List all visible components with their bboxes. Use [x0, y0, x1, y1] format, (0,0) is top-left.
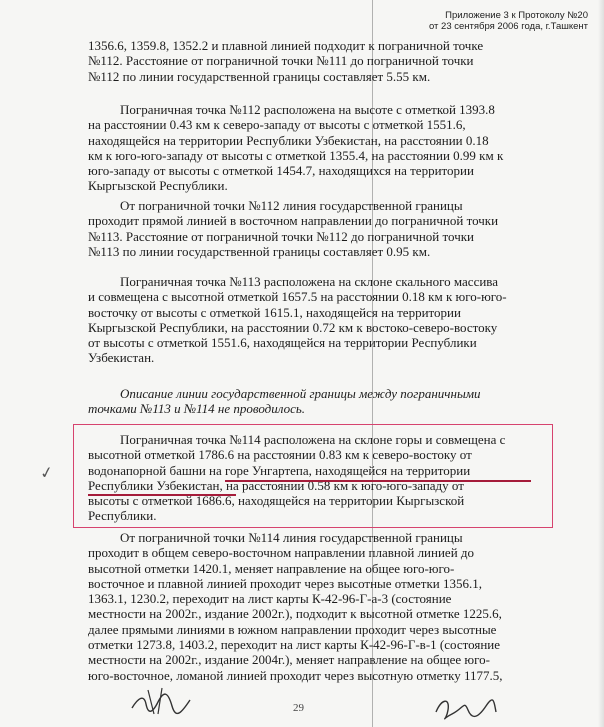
- text-line: местности на 2002г., издание 2004г.), меняет направление на общее юго-: [88, 652, 490, 668]
- page-number: 29: [293, 702, 304, 714]
- text-line: Пограничная точка №114 расположена на склоне горы и совмещена с: [120, 432, 506, 447]
- document-header: [429, 10, 588, 32]
- text-line: на расстоянии 0.43 км к северо-западу от высоты с отметкой 1551.6,: [88, 117, 466, 133]
- signature-left: [128, 684, 198, 718]
- text-line: восточное и плавной линией проходит через высотные отметки 1356.1,: [88, 575, 483, 591]
- paragraph-3: [88, 198, 528, 259]
- text-line: км к юго-юго-западу от высоты с отметкой 1355.4, на расстоянии 0.99 км к: [88, 147, 504, 163]
- text-line: местности на 2002г., издание 2002г.), подходит к высотной отметке 1225.6,: [88, 606, 502, 622]
- text-line: восточку от высоты с отметкой 1615.1, находящейся на территории: [88, 304, 461, 320]
- header-line-1: Приложение 3 к Протоколу №20: [445, 10, 588, 21]
- text-line: №113. Расстояние от пограничной точки №112 до пограничной точки: [88, 228, 475, 244]
- text-line: водонапорной башни на горе Унгартепа, находящейся на территории: [88, 462, 471, 478]
- text-line: От пограничной точки №114 линия государственной границы: [120, 530, 463, 545]
- text-line: Пограничная точка №113 расположена на склоне скального массива: [120, 274, 499, 289]
- text-line: высоты с отметкой 1686.6, находящейся на территории Кыргызской: [88, 493, 465, 509]
- text-line: 1363.1, 1230.2, переходит на лист карты К-42-96-Г-а-3 (состояние: [88, 591, 452, 607]
- text-line: От пограничной точки №112 линия государственной границы: [120, 198, 463, 213]
- paragraph-2: [88, 102, 528, 194]
- margin-check-mark: ✓: [38, 461, 55, 484]
- text-line: №112. Расстояние от пограничной точки №111 до пограничной точки: [88, 53, 474, 69]
- page-edge-shadow: [598, 0, 604, 727]
- signature-right: [430, 692, 500, 722]
- text-line: находящейся на территории Республики Узбекистан, на расстоянии 0.18: [88, 132, 489, 148]
- header-line-2: от 23 сентября 2006 года, г.Ташкент: [428, 21, 588, 32]
- text-line: Пограничная точка №112 расположена на высоте с отметкой 1393.8: [120, 102, 495, 117]
- paragraph-5-note: [88, 386, 528, 417]
- text-line: №113 по линии государственной границы составляет 0.95 км.: [88, 243, 431, 259]
- text-line: и совмещена с высотной отметкой 1657.5 на расстоянии 0.18 км к юго-юго-: [88, 289, 507, 305]
- text-line: юго-восточное, ломаной линией проходит через высотную отметку 1177.5,: [88, 667, 503, 683]
- paragraph-1: [88, 38, 528, 84]
- text-line: Республики Узбекистан, на расстоянии 0.58 км к юго-юго-западу от: [88, 477, 464, 493]
- text-line: 1356.6, 1359.8, 1352.2 и плавной линией подходит к пограничной точке: [88, 38, 484, 53]
- paragraph-6-highlighted: [88, 432, 548, 524]
- text-line: точками №113 и №114 не проводилось.: [88, 401, 306, 417]
- text-line: №112 по линии государственной границы составляет 5.55 км.: [88, 68, 431, 84]
- text-line: высотной отметкой 1786.6 на расстоянии 0.83 км к северо-востоку от: [88, 447, 472, 463]
- text-line: от высоты с отметкой 1551.6, находящейся на территории Республики: [88, 335, 477, 351]
- text-line: проходит прямой линией в восточном направлении до пограничной точки: [88, 213, 499, 229]
- underline-mark-2: [88, 494, 236, 496]
- text-line: юго-западу от высоты с отметкой 1454.7, находящихся на территории: [88, 163, 474, 179]
- text-line: Республики.: [88, 508, 157, 524]
- underline-mark-1: [225, 480, 531, 482]
- text-line: отметки 1273.8, 1403.2, переходит на лист карты К-42-96-Г-в-1 (состояние: [88, 637, 501, 653]
- text-line: Кыргызской Республики.: [88, 178, 228, 194]
- text-line: Описание линии государственной границы между пограничными: [120, 386, 481, 401]
- text-line: Кыргызской Республики, на расстоянии 0.72 км к востоко-северо-востоку: [88, 319, 498, 335]
- text-line: Узбекистан.: [88, 350, 155, 366]
- text-line: проходит в общем северо-восточном направлении плавной линией до: [88, 545, 475, 561]
- paragraph-4: [88, 274, 528, 366]
- text-line: высотной отметки 1420.1, меняет направление на общее юго-юго-: [88, 560, 455, 576]
- paragraph-7: [88, 530, 528, 683]
- text-line: далее прямыми линиями в южном направлении проходит через высотные: [88, 621, 497, 637]
